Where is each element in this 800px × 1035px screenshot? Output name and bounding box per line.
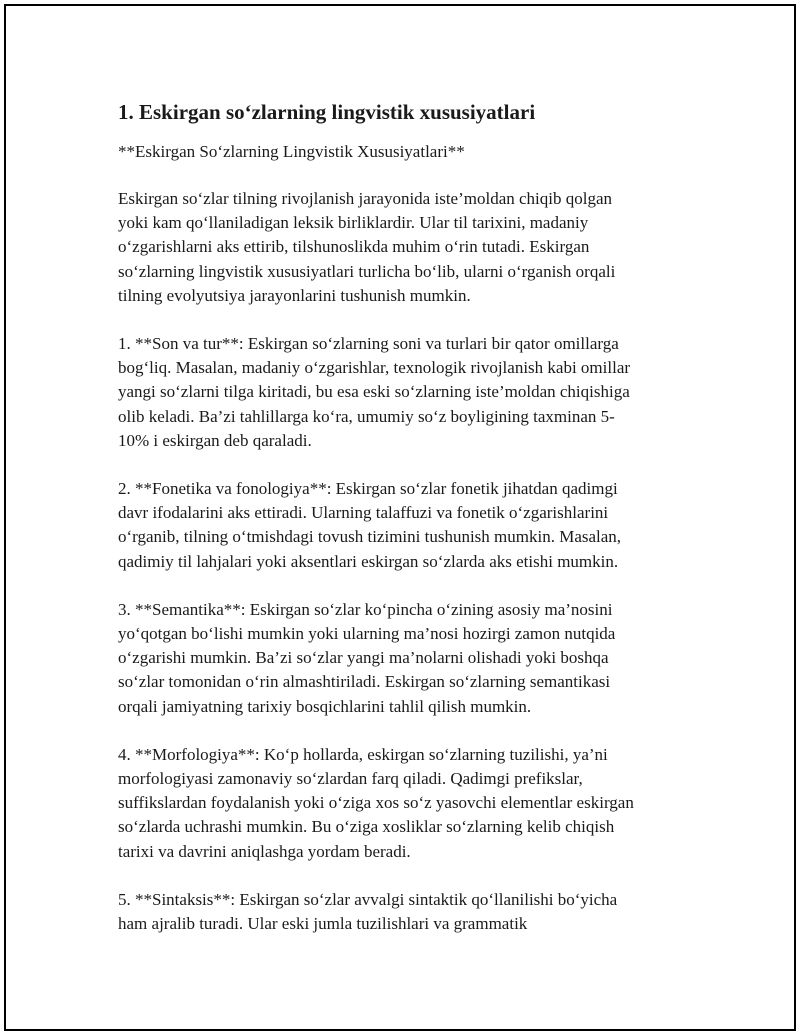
- document-title: 1. Eskirgan so‘zlarning lingvistik xususiyatlari: [118, 100, 536, 124]
- paragraph-line: o‘rganib, tilning o‘tmishdagi tovush tizimini tushunish mumkin. Masalan,: [118, 527, 622, 547]
- paragraph-line: so‘zlarda uchrashi mumkin. Bu o‘ziga xosliklar so‘zlarning kelib chiqish: [118, 817, 615, 837]
- paragraph: [118, 477, 693, 574]
- paragraph-line: yangi so‘zlarni tilga kiritadi, bu esa eski so‘zlarning iste’moldan chiqishiga: [118, 382, 630, 402]
- paragraph-line: 1. **Son va tur**: Eskirgan so‘zlarning soni va turlari bir qator omillarga: [118, 334, 619, 354]
- page-frame: [4, 4, 796, 1031]
- paragraph: [118, 743, 693, 864]
- paragraph: [118, 888, 693, 936]
- paragraph-line: so‘zlarning lingvistik xususiyatlari turlicha bo‘lib, ularni o‘rganish orqali: [118, 261, 616, 281]
- paragraph-line: so‘zlar tomonidan o‘rin almashtiriladi. Eskirgan so‘zlarning semantikasi: [118, 672, 611, 692]
- document-body: [118, 96, 693, 960]
- paragraph-list: [118, 187, 693, 936]
- paragraph-line: yo‘qotgan bo‘lishi mumkin yoki ularning ma’nosi hozirgi zamon nutqida: [118, 624, 616, 644]
- paragraph: [118, 332, 693, 453]
- paragraph-line: olib keladi. Ba’zi tahlillarga ko‘ra, umumiy so‘z boyligining taxminan 5-: [118, 406, 615, 426]
- paragraph-line: morfologiyasi zamonaviy so‘zlardan farq qiladi. Qadimgi prefikslar,: [118, 769, 583, 789]
- paragraph-line: 3. **Semantika**: Eskirgan so‘zlar ko‘pincha o‘zining asosiy ma’nosini: [118, 599, 613, 619]
- paragraph-line: tilning evolyutsiya jarayonlarini tushunish mumkin.: [118, 285, 471, 305]
- paragraph-line: 4. **Morfologiya**: Ko‘p hollarda, eskirgan so‘zlarning tuzilishi, ya’ni: [118, 744, 608, 764]
- paragraph-line: qadimiy til lahjalari yoki aksentlari eskirgan so‘zlarda aks etishi mumkin.: [118, 551, 619, 571]
- paragraph-line: 2. **Fonetika va fonologiya**: Eskirgan so‘zlar fonetik jihatdan qadimgi: [118, 479, 618, 499]
- document-subtitle: **Eskirgan So‘zlarning Lingvistik Xususiyatlari**: [118, 142, 465, 161]
- paragraph-line: davr ifodalarini aks ettiradi. Ularning talaffuzi va fonetik o‘zgarishlarini: [118, 503, 609, 523]
- paragraph-line: yoki kam qo‘llaniladigan leksik birliklardir. Ular til tarixini, madaniy: [118, 213, 589, 233]
- paragraph-line: 5. **Sintaksis**: Eskirgan so‘zlar avvalgi sintaktik qo‘llanilishi bo‘yicha: [118, 889, 618, 909]
- paragraph-line: suffikslardan foydalanish yoki o‘ziga xos so‘z yasovchi elementlar eskirgan: [118, 793, 634, 813]
- paragraph-line: orqali jamiyatning tarixiy bosqichlarini tahlil qilish mumkin.: [118, 696, 532, 716]
- paragraph-line: ham ajralib turadi. Ular eski jumla tuzilishlari va grammatik: [118, 914, 528, 934]
- paragraph: [118, 187, 693, 308]
- paragraph-line: o‘zgarishi mumkin. Ba’zi so‘zlar yangi ma’nolarni olishadi yoki boshqa: [118, 648, 609, 668]
- paragraph-line: bog‘liq. Masalan, madaniy o‘zgarishlar, texnologik rivojlanish kabi omillar: [118, 358, 631, 378]
- paragraph-line: tarixi va davrini aniqlashga yordam beradi.: [118, 841, 411, 861]
- paragraph: [118, 598, 693, 719]
- paragraph-line: Eskirgan so‘zlar tilning rivojlanish jarayonida iste’moldan chiqib qolgan: [118, 189, 612, 208]
- paragraph-line: 10% i eskirgan deb qaraladi.: [118, 430, 312, 450]
- paragraph-line: o‘zgarishlarni aks ettirib, tilshunoslikda muhim o‘rin tutadi. Eskirgan: [118, 237, 590, 257]
